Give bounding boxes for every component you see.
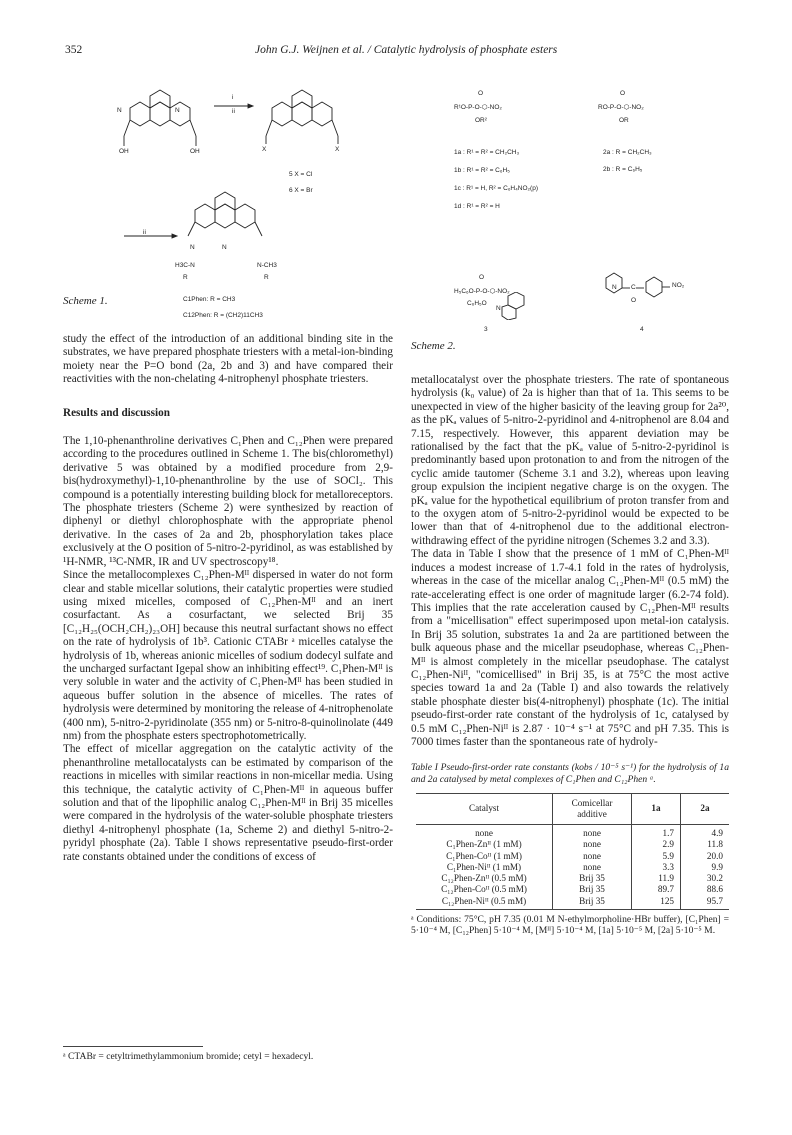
table-cell: 11.9 — [632, 873, 681, 884]
table-cell: none — [475, 827, 493, 838]
table-caption: Table I Pseudo-first-order rate constants (kobs / 10⁻⁵ s⁻¹) for the hydrolysis of 1a and 2a catalysed by metal complexes of C₁Phen and C₁₂Phen ᵃ. — [411, 762, 729, 785]
paragraph: study the effect of the introduction of an additional binding site in the substrates, we have prepared phosphate triesters with a metal-ion-binding moiety near the P=O bond (2a, 2b and 3) and have compared their reactivities with the non-chelating 4-nitrophenyl phosphate triesters. — [63, 333, 393, 386]
table-row — [416, 884, 729, 895]
table-cell: 89.7 — [632, 884, 681, 895]
table-cell: 2.9 — [632, 839, 681, 850]
table-cell: C₁₂Phen-Znᴵᴵ (0.5 mM) — [441, 873, 527, 884]
table-row — [416, 873, 729, 884]
table-cell: C₁Phen-Niᴵᴵ (1 mM) — [446, 861, 522, 872]
table-cell: none — [553, 839, 632, 850]
paragraph: The 1,10-phenanthroline derivatives C₁Phen and C₁₂Phen were prepared according to the procedures outlined in Scheme 1. The bis(chloromethyl) derivative 5 was obtained by a modified procedure from 2,9-bis(hydroxymethyl)-1,10-phenanthroline by the use of SOCl₂. This compound is a potentially interesting building block for metalloreceptors. The phosphate triesters (Scheme 2) were synthesized by reaction of diphenyl or diethyl chlorophosphate with the appropriate phenol derivative. In the cases of 2a and 2b, phosphorylation takes place exclusively at the O position of 5-nitro-2-pyridinol, as was established by ¹H-NMR, ¹³C-NMR, IR and UV spectroscopy¹⁸. — [63, 435, 393, 568]
scheme1-caption: Scheme 1. — [63, 295, 108, 307]
page-number: 352 — [65, 44, 83, 56]
compound-3-n: N — [496, 305, 501, 312]
compound-3-number: 3 — [484, 326, 488, 333]
phenanthroline-ring-diol — [124, 90, 196, 146]
table-cell: Brij 35 — [553, 896, 632, 910]
reagent-ii-top: ii — [232, 108, 235, 115]
n-atom-label: N — [117, 107, 122, 114]
c1phen-definition: C1Phen: R = CH3 — [183, 296, 236, 303]
compound-4-o: O — [631, 297, 637, 304]
rate-constants-table — [416, 793, 729, 910]
quinoline-ring — [500, 292, 530, 320]
table-header: Comicellar additive — [553, 793, 632, 824]
compound-3-formula: H₅C₆O-P-O-⬡-NO₂ — [454, 288, 510, 295]
reagent-i: i — [232, 94, 234, 101]
table-row — [416, 851, 729, 862]
n-atom-label: N — [175, 107, 180, 114]
nch3-label: N-CH3 — [257, 262, 277, 269]
triester-or2: OR² — [475, 117, 487, 124]
paragraph: The data in Table I show that the presence of 1 mM of C₁Phen-Mᴵᴵ induces a modest increase of 1.7-4.1 fold in the rates of hydrolysis, whereas in the case of the micellar analog C₁₂Phen-Mᴵᴵ (0.5 mM) the rate-accelerating effect is one order of magnitude larger (6.2-74 fold). This implies that the rate acceleration caused by C₁₂Phen-Mᴵᴵ results from a "micellisation" effect superimposed upon metal-ion catalysis. In Brij 35 solution, substrates 1a and 2a are partitioned between the bulk aqueous phase and the micellar pseudophase, whereas C₁₂Phen-Mᴵᴵ is almost completely in the micellar pseudophase. The catalyst C₁₂Phen-Niᴵᴵ, "comicellised" in Brij 35, is at 75°C the most active species toward 1a and 2a (Table I) and also towards the relatively stable phosphate diester bis(4-nitrophenyl) phosphate (1c). The initial pseudo-first-order rate constant of the hydrolysis of 1c, catalysed by 0.5 mM C₁₂Phen-Niᴵᴵ is 2.87 · 10⁻⁴ s⁻¹ at 75°C and pH 7.35. This is 7000 times faster than the spontaneous rate of hydroly- — [411, 548, 729, 748]
x-label-right: X — [335, 146, 340, 153]
compound-4-n: N — [612, 284, 617, 291]
table-cell: none — [553, 824, 632, 839]
page-footnote: ᵃ CTABr = cetyltrimethylammonium bromide; cetyl = hexadecyl. — [63, 1051, 314, 1062]
scheme2-caption: Scheme 2. — [411, 340, 456, 352]
compound-1c-label: 1c : R¹ = H, R² = C₆H₄NO₂(p) — [454, 185, 539, 192]
table-row — [416, 896, 729, 910]
table-header: 2a — [681, 793, 730, 824]
compound-5-label: 5 X = Cl — [289, 171, 313, 178]
table-header: Catalyst — [416, 793, 553, 824]
table-cell: C₁Phen-Coᴵᴵ (1 mM) — [446, 850, 522, 861]
diester-or: OR — [619, 117, 629, 124]
compound-1b-label: 1b : R¹ = R² = C₆H₅ — [454, 167, 510, 174]
compound-2b-label: 2b : R = C₆H₅ — [603, 166, 643, 173]
table-cell: 11.8 — [681, 839, 730, 850]
table-cell: 1.7 — [632, 824, 681, 839]
table-cell: C₁₂Phen-Coᴵᴵ (0.5 mM) — [441, 884, 527, 895]
table-row — [416, 862, 729, 873]
table-cell: none — [553, 862, 632, 873]
table-cell: 125 — [632, 896, 681, 910]
compound-4-c: C — [631, 284, 636, 291]
table-cell: 5.9 — [632, 851, 681, 862]
right-column — [411, 374, 729, 937]
table-header: 1a — [632, 793, 681, 824]
table-cell: Brij 35 — [553, 873, 632, 884]
table-cell: none — [553, 851, 632, 862]
compound-6-label: 6 X = Br — [289, 187, 313, 194]
running-head: John G.J. Weijnen et al. / Catalytic hydrolysis of phosphate esters — [255, 44, 558, 56]
compound-1d-label: 1d : R¹ = R² = H — [454, 203, 500, 210]
arrow-step-2 — [124, 234, 177, 238]
table-cell: 20.0 — [681, 851, 730, 862]
table-cell: 4.9 — [681, 824, 730, 839]
table-cell: C₁Phen-Znᴵᴵ (1 mM) — [446, 839, 522, 850]
table-cell: 88.6 — [681, 884, 730, 895]
section-heading: Results and discussion — [63, 406, 170, 419]
compound-3-phenoxy: C₆H₅O — [467, 300, 487, 307]
paragraph: Since the metallocomplexes C₁₂Phen-Mᴵᴵ dispersed in water do not form clear and stable micellar solutions, their catalytic properties were studied using mixed micelles, composed of C₁₂Phen-Mᴵᴵ and an inert cosurfactant. As a cosurfactant, we selected Brij 35 [C₁₂H₂₅(OCH₂CH₂)₂₃OH] because this neutral surfactant shows no effect on the rate of hydrolysis of 1b³. Cationic CTABr ᵃ micelles catalyse the hydrolysis of 1b, whereas anionic micelles of sodium dodecyl sulfate and the uncharged surfactant Igepal show an inhibiting effect¹⁹. C₁Phen-Mᴵᴵ is very soluble in water and the activity of C₁Phen-Mᴵᴵ has been studied in aqueous buffer solution in the absence of micelles. The rates of hydrolysis were determined by monitoring the release of 4-nitrophenolate (400 nm), 5-nitro-2-pyridinolate (355 nm) or 5-nitro-8-quinolinolate (449 nm) from the phosphate esters spectrophotometrically. — [63, 569, 393, 742]
compound-4-no2: NO₂ — [672, 282, 685, 289]
table-cell: 30.2 — [681, 873, 730, 884]
c12phen-definition: C12Phen: R = (CH2)11CH3 — [183, 312, 263, 319]
paragraph: The effect of micellar aggregation on the catalytic activity of the phenanthroline metallocatalysts can be estimated by comparison of the reactions in micelles with similar reactions in non-micellar media. Using this technique, the catalytic activity of C₁Phen-Mᴵᴵ in aqueous buffer solution and that of the lipophilic analog C₁₂Phen-Mᴵᴵ in Brij 35 micelles were compared in the hydrolysis of the water-soluble phosphate triesters diethyl 4-nitrophenyl phosphate (1a, Scheme 2) and diethyl 5-nitro-2-pyridyl phosphate (2a). Table I shows representative pseudo-first-order rate constants obtained under the conditions of excess of — [63, 743, 393, 863]
compound-4-number: 4 — [640, 326, 644, 333]
x-label-left: X — [262, 146, 267, 153]
p-oxo-label: O — [620, 90, 626, 97]
h3cn-label: H3C-N — [175, 262, 195, 269]
phenanthroline-ring-dihalide — [266, 90, 338, 144]
scheme1-structures — [110, 78, 370, 288]
table-cell: C₁₂Phen-Niᴵᴵ (0.5 mM) — [416, 896, 553, 910]
r-label-left: R — [183, 274, 188, 281]
reagent-ii: ii — [143, 229, 146, 236]
table-cell: 9.9 — [681, 862, 730, 873]
compound-2a-label: 2a : R = CH₂CH₃ — [603, 149, 652, 156]
p-oxo-label: O — [478, 90, 484, 97]
p-oxo-label: O — [479, 274, 485, 281]
table-cell: 95.7 — [681, 896, 730, 910]
footnote-divider — [63, 1046, 203, 1047]
paragraph: metallocatalyst over the phosphate triesters. The rate of spontaneous hydrolysis (k₀ value) of 2a is higher than that of 1a. This seems to be unexpected in view of the higher basicity of the leaving group for 2a²⁰, as the pKₐ values of 5-nitro-2-pyridinol and 4-nitrophenol are 8.04 and 7.15, respectively. However, this apparent deviation may be rationalised by the fact that the pKₐ value of 5-nitro-2-pyridinol is predominantly based upon protonation to and from the nitrogen of the cyclic amide tautomer (Scheme 3.1 and 3.2), whereas upon leaving group expulsion the incipient negative charge is on the oxygen. The pKₐ value for the hypothetical equilibrium of proton transfer from and to the oxygen atom of 5-nitro-2-pyridinol would be expected to be lower than that of 4-nitrophenol due to the additional electron-withdrawing effect of the pyridine nitrogen (Schemes 3.2 and 3.3). — [411, 374, 729, 547]
phenanthroline-ring-amine — [188, 192, 262, 236]
table-row — [416, 824, 729, 839]
n-atom-label: N — [222, 244, 227, 251]
diester-formula: RO-P-O-⬡-NO₂ — [598, 104, 644, 111]
n-atom-label: N — [190, 244, 195, 251]
table-footnote: ᵃ Conditions: 75°C, pH 7.35 (0.01 M N-ethylmorpholine·HBr buffer), [C₁Phen] = 5·10⁻⁴ M, [C₁₂Phen] 5·10⁻⁴ M, [Mᴵᴵ] 5·10⁻⁴ M, [1a] 5·10⁻⁵ M, [2a] 5·10⁻⁵ M. — [411, 914, 729, 937]
compound-1a-label: 1a : R¹ = R² = CH₂CH₃ — [454, 149, 520, 156]
table-cell: 3.3 — [632, 862, 681, 873]
oh-label-left: OH — [119, 148, 129, 155]
oh-label-right: OH — [190, 148, 200, 155]
left-column — [63, 333, 393, 864]
r-label-right: R — [264, 274, 269, 281]
triester-formula: R¹O-P-O-⬡-NO₂ — [454, 104, 502, 111]
table-row — [416, 839, 729, 850]
table-cell: Brij 35 — [553, 884, 632, 895]
